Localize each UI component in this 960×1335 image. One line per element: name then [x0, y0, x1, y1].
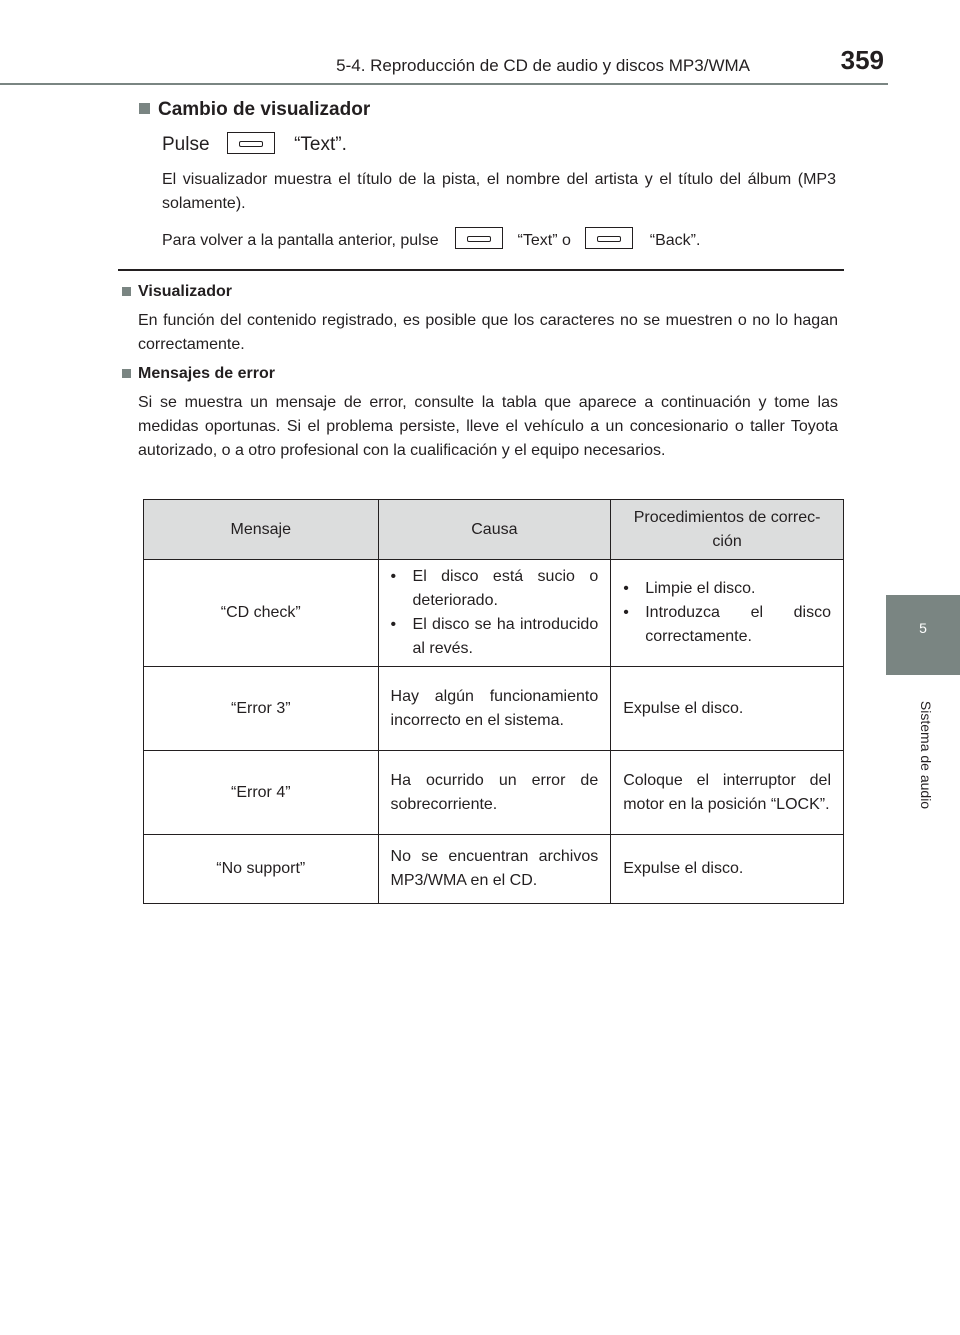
section-divider	[118, 269, 844, 271]
list-item: • Limpie el disco.	[623, 580, 756, 597]
table-header-row	[144, 500, 844, 560]
message-cell: “No support”	[144, 835, 379, 904]
message-cell: “CD check”	[144, 560, 379, 667]
cause-cell: Ha ocurrido un error de sobrecorriente.	[378, 751, 611, 835]
table-row	[144, 835, 844, 904]
procedure-cell: Expulse el disco.	[611, 667, 844, 751]
list-item: • El disco está sucio o deteriorado.	[390, 568, 599, 609]
chapter-tab-number: 5	[919, 620, 927, 636]
screen-button-icon	[227, 132, 275, 154]
header-mensaje: Mensaje	[144, 500, 379, 560]
section-header: 5-4. Reproducción de CD de audio y discos MP3/WMA	[336, 56, 750, 75]
square-bullet-icon	[122, 369, 131, 378]
message-cell: “Error 3”	[144, 667, 379, 751]
header-causa: Causa	[378, 500, 611, 560]
press-prefix: Pulse	[162, 134, 210, 155]
back-text-2: “Back”.	[649, 232, 701, 249]
press-text: “Text”.	[294, 134, 347, 155]
back-text-1: “Text” o	[517, 232, 571, 249]
cambio-title: Cambio de visualizador	[158, 99, 371, 120]
message-cell: “Error 4”	[144, 751, 379, 835]
square-bullet-icon	[122, 287, 131, 296]
mensajes-paragraph: Si se muestra un mensaje de error, consulte la tabla que aparece a continuación y tome las medidas oportunas. Si el problema persiste, lleve el vehículo a un concesionario o taller Toyota autorizado, o a otro profesional con la cualificación y el equipo necesarios.	[138, 394, 838, 459]
cambio-heading	[139, 99, 370, 121]
cambio-press-line	[162, 132, 347, 157]
visualizador-heading	[122, 283, 232, 301]
table-row	[144, 560, 844, 667]
page-number: 359	[840, 45, 884, 75]
mensajes-title: Mensajes de error	[138, 365, 275, 382]
cambio-paragraph: El visualizador muestra el título de la pista, el nombre del artista y el título del álbum (MP3 solamente).	[162, 171, 836, 212]
cause-cell: Hay algún funcionamiento incorrecto en el sistema.	[378, 667, 611, 751]
error-table	[143, 499, 844, 904]
visualizador-paragraph: En función del contenido registrado, es posible que los caracteres no se muestren o no lo hagan correctamente.	[138, 312, 838, 353]
screen-button-icon	[585, 227, 633, 249]
square-bullet-icon	[139, 103, 150, 114]
cause-cell: No se encuentran archivos MP3/WMA en el CD.	[378, 835, 611, 904]
cambio-back-line	[162, 227, 700, 253]
chapter-tab-label	[918, 688, 934, 822]
visualizador-title: Visualizador	[138, 283, 232, 300]
table-row	[144, 667, 844, 751]
procedure-cell: Expulse el disco.	[611, 835, 844, 904]
procedure-cell	[611, 560, 844, 667]
chapter-tab-label-text: Sistema de audio	[918, 700, 934, 810]
mensajes-heading	[122, 365, 275, 383]
list-item: • Introduzca el disco correctamente.	[623, 604, 831, 645]
screen-button-icon	[455, 227, 503, 249]
cause-cell	[378, 560, 611, 667]
back-prefix: Para volver a la pantalla anterior, pulse	[162, 232, 439, 249]
header-procedimientos: Procedimientos de correc-ción	[611, 500, 844, 560]
procedure-cell: Coloque el interruptor del motor en la posición “LOCK”.	[611, 751, 844, 835]
header-rule	[0, 83, 888, 85]
list-item: • El disco se ha introducido al revés.	[390, 616, 599, 657]
table-row	[144, 751, 844, 835]
